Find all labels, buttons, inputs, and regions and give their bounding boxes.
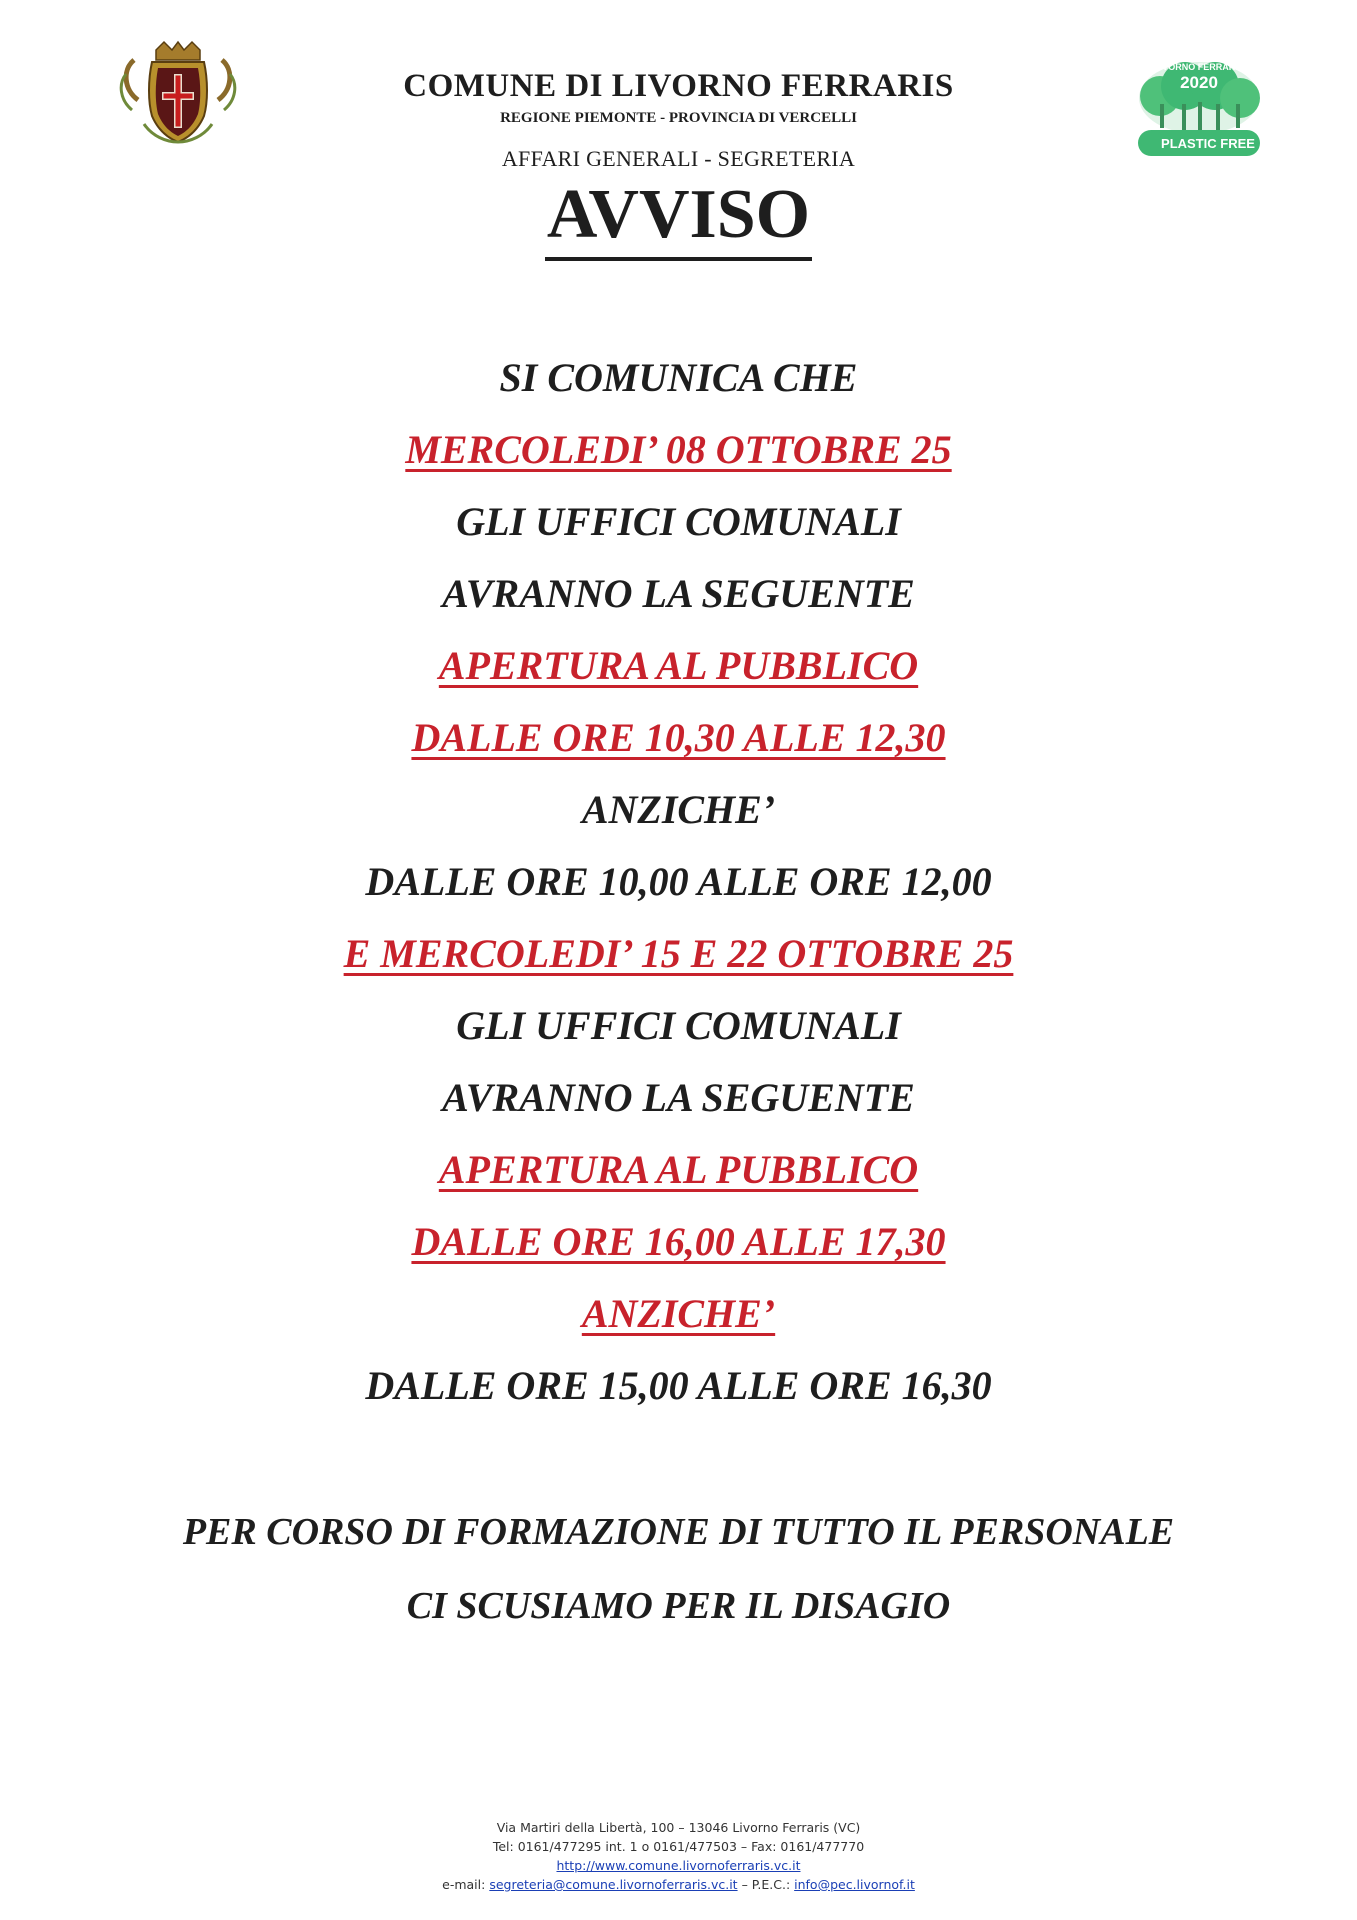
region-subtitle: REGIONE PIEMONTE - PROVINCIA DI VERCELLI xyxy=(500,110,857,126)
footer-phone: Tel: 0161/477295 int. 1 o 0161/477503 – Fax: 0161/477770 xyxy=(492,1839,865,1854)
notice-line-hours-2: DALLE ORE 16,00 ALLE 17,30 xyxy=(411,1219,946,1264)
notice-line-instead: ANZICHE’ xyxy=(581,1291,776,1336)
footer-address: Via Martiri della Libertà, 100 – 13046 Livorno Ferraris (VC) xyxy=(496,1820,861,1835)
logo-year: 2020 xyxy=(1180,73,1218,92)
footer-contacts xyxy=(0,1818,1357,1894)
notice-line-hours-1: DALLE ORE 10,30 ALLE 12,30 xyxy=(411,715,946,760)
notice-line: AVRANNO LA SEGUENTE xyxy=(442,571,915,616)
notice-line-opening-2: APERTURA AL PUBBLICO xyxy=(438,1147,919,1192)
closing-reason: PER CORSO DI FORMAZIONE DI TUTTO IL PERSONALE xyxy=(182,1511,1175,1553)
footer-pec-link[interactable]: info@pec.livornof.it xyxy=(794,1877,915,1892)
notice-line-date-1: MERCOLEDI’ 08 OTTOBRE 25 xyxy=(405,427,952,472)
footer-website-link[interactable]: http://www.comune.livornoferraris.vc.it xyxy=(556,1858,801,1873)
notice-line: GLI UFFICI COMUNALI xyxy=(456,1003,901,1048)
footer-email-link[interactable]: segreteria@comune.livornoferraris.vc.it xyxy=(489,1877,738,1892)
notice-line-usual-hours-1: DALLE ORE 10,00 ALLE ORE 12,00 xyxy=(365,859,992,904)
logo-badge: PLASTIC FREE xyxy=(1161,136,1255,151)
logo-top-text: LIVORNO FERRARIS xyxy=(1154,62,1244,72)
notice-heading: AVVISO xyxy=(0,180,1357,250)
notice-line-usual-hours-2: DALLE ORE 15,00 ALLE ORE 16,30 xyxy=(365,1363,992,1408)
department-label: AFFARI GENERALI - SEGRETERIA xyxy=(501,146,856,171)
notice-line: AVRANNO LA SEGUENTE xyxy=(442,1075,915,1120)
notice-line-date-2: E MERCOLEDI’ 15 E 22 OTTOBRE 25 xyxy=(343,931,1014,976)
closing-apology: CI SCUSIAMO PER IL DISAGIO xyxy=(406,1585,951,1627)
municipality-title: COMUNE DI LIVORNO FERRARIS xyxy=(403,68,954,104)
footer-pec-label: – P.E.C.: xyxy=(741,1877,791,1892)
notice-line: SI COMUNICA CHE xyxy=(499,355,858,400)
notice-line: GLI UFFICI COMUNALI xyxy=(456,499,901,544)
footer-email-label: e-mail: xyxy=(442,1877,486,1892)
notice-line-opening-1: APERTURA AL PUBBLICO xyxy=(438,643,919,688)
notice-line: ANZICHE’ xyxy=(581,787,776,832)
